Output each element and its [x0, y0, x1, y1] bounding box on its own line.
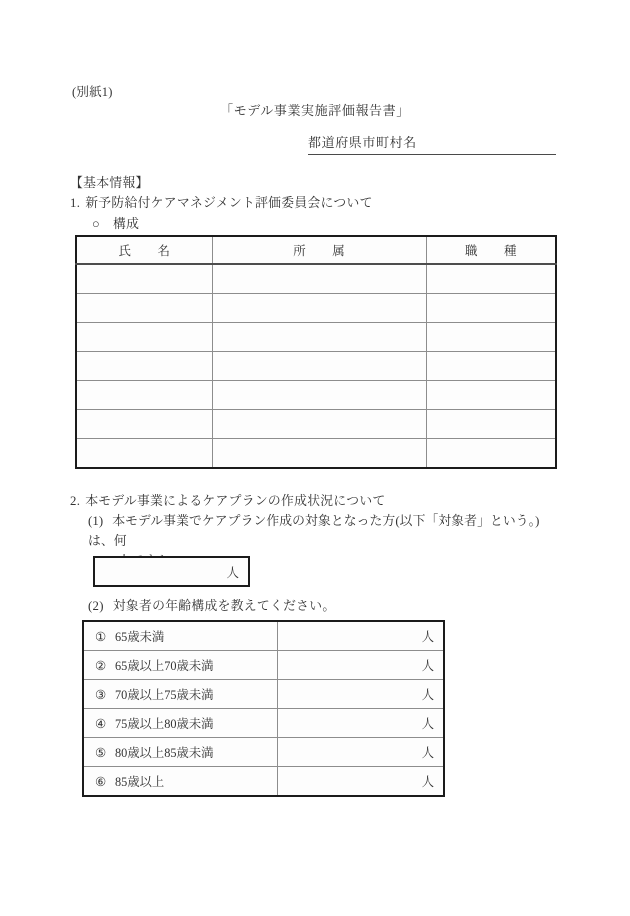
cell-organization[interactable]: [212, 352, 426, 381]
age-count-input[interactable]: [277, 709, 444, 738]
age-count-unit: 人: [421, 775, 434, 789]
cell-organization[interactable]: [212, 294, 426, 323]
question-2-2-text: 対象者の年齢構成を教えてください。: [112, 599, 336, 613]
question-1-text: 新予防給付ケアマネジメント評価委員会について: [85, 196, 373, 210]
item-marker-4: ④: [95, 717, 107, 731]
question-1-subitem: [92, 213, 139, 232]
item-marker-3: ③: [95, 688, 107, 702]
question-1-heading: [70, 192, 373, 211]
age-range-label: [83, 621, 277, 651]
question-1-number: 1.: [70, 196, 81, 210]
list-item: [83, 680, 444, 709]
list-item: [83, 738, 444, 767]
column-header-job-type: 職 種: [426, 236, 556, 264]
table-row: [76, 264, 556, 294]
cell-organization[interactable]: [212, 381, 426, 410]
cell-job-type[interactable]: [426, 439, 556, 469]
municipality-name-field[interactable]: 都道府県市町村名: [308, 132, 556, 155]
item-marker-1: ①: [95, 630, 107, 644]
cell-organization[interactable]: [212, 410, 426, 439]
age-range-label: [83, 680, 277, 709]
question-2-2-number: (2): [88, 599, 104, 613]
age-range-text: 65歳未満: [115, 630, 165, 644]
cell-job-type[interactable]: [426, 381, 556, 410]
cell-name[interactable]: [76, 352, 212, 381]
question-2-1-number: (1): [88, 514, 104, 528]
age-range-text: 70歳以上75歳未満: [115, 688, 214, 702]
question-2-text: 本モデル事業によるケアプランの作成状況について: [85, 494, 386, 508]
cell-organization[interactable]: [212, 439, 426, 469]
circle-bullet-icon: ○: [92, 217, 101, 231]
table-header-row: [76, 236, 556, 264]
cell-name[interactable]: [76, 381, 212, 410]
cell-name[interactable]: [76, 264, 212, 294]
age-count-input[interactable]: [277, 738, 444, 767]
item-marker-6: ⑥: [95, 775, 107, 789]
age-count-unit: 人: [421, 746, 434, 760]
cell-name[interactable]: [76, 439, 212, 469]
cell-name[interactable]: [76, 294, 212, 323]
cell-job-type[interactable]: [426, 294, 556, 323]
cell-job-type[interactable]: [426, 264, 556, 294]
list-item: [83, 621, 444, 651]
question-2-number: 2.: [70, 494, 81, 508]
age-distribution-table: [82, 620, 445, 797]
column-header-organization: 所 属: [212, 236, 426, 264]
age-range-text: 65歳以上70歳未満: [115, 659, 214, 673]
count-unit-label: 人: [226, 565, 239, 580]
question-2-1-text: 本モデル事業でケアプラン作成の対象となった方(以下「対象者」という。)は、何: [88, 514, 540, 548]
age-count-unit: 人: [421, 630, 434, 644]
page-title: 「モデル事業実施評価報告書」: [220, 103, 410, 118]
cell-job-type[interactable]: [426, 323, 556, 352]
age-range-label: [83, 767, 277, 797]
age-range-text: 80歳以上85歳未満: [115, 746, 214, 760]
question-2-2: [88, 595, 335, 614]
age-range-label: [83, 651, 277, 680]
age-range-label: [83, 738, 277, 767]
list-item: [83, 651, 444, 680]
age-range-text: 85歳以上: [115, 775, 165, 789]
table-row: [76, 410, 556, 439]
column-header-name: 氏 名: [76, 236, 212, 264]
attachment-label: (別紙1): [72, 85, 113, 99]
table-row: [76, 294, 556, 323]
item-marker-2: ②: [95, 659, 107, 673]
cell-job-type[interactable]: [426, 352, 556, 381]
committee-members-table: [75, 235, 557, 469]
item-marker-5: ⑤: [95, 746, 107, 760]
age-count-unit: 人: [421, 717, 434, 731]
table-row: [76, 439, 556, 469]
age-range-label: [83, 709, 277, 738]
question-1-subitem-label: 構成: [113, 217, 140, 231]
cell-organization[interactable]: [212, 323, 426, 352]
table-row: [76, 323, 556, 352]
age-count-input[interactable]: [277, 621, 444, 651]
age-range-text: 75歳以上80歳未満: [115, 717, 214, 731]
cell-organization[interactable]: [212, 264, 426, 294]
basic-info-heading: 【基本情報】: [70, 176, 149, 190]
age-count-input[interactable]: [277, 651, 444, 680]
list-item: [83, 767, 444, 797]
cell-name[interactable]: [76, 323, 212, 352]
age-count-unit: 人: [421, 659, 434, 673]
list-item: [83, 709, 444, 738]
question-2-heading: [70, 490, 386, 509]
cell-name[interactable]: [76, 410, 212, 439]
age-count-input[interactable]: [277, 680, 444, 709]
age-count-unit: 人: [421, 688, 434, 702]
cell-job-type[interactable]: [426, 410, 556, 439]
table-row: [76, 352, 556, 381]
age-count-input[interactable]: [277, 767, 444, 797]
table-row: [76, 381, 556, 410]
target-person-count-input[interactable]: [93, 556, 250, 587]
